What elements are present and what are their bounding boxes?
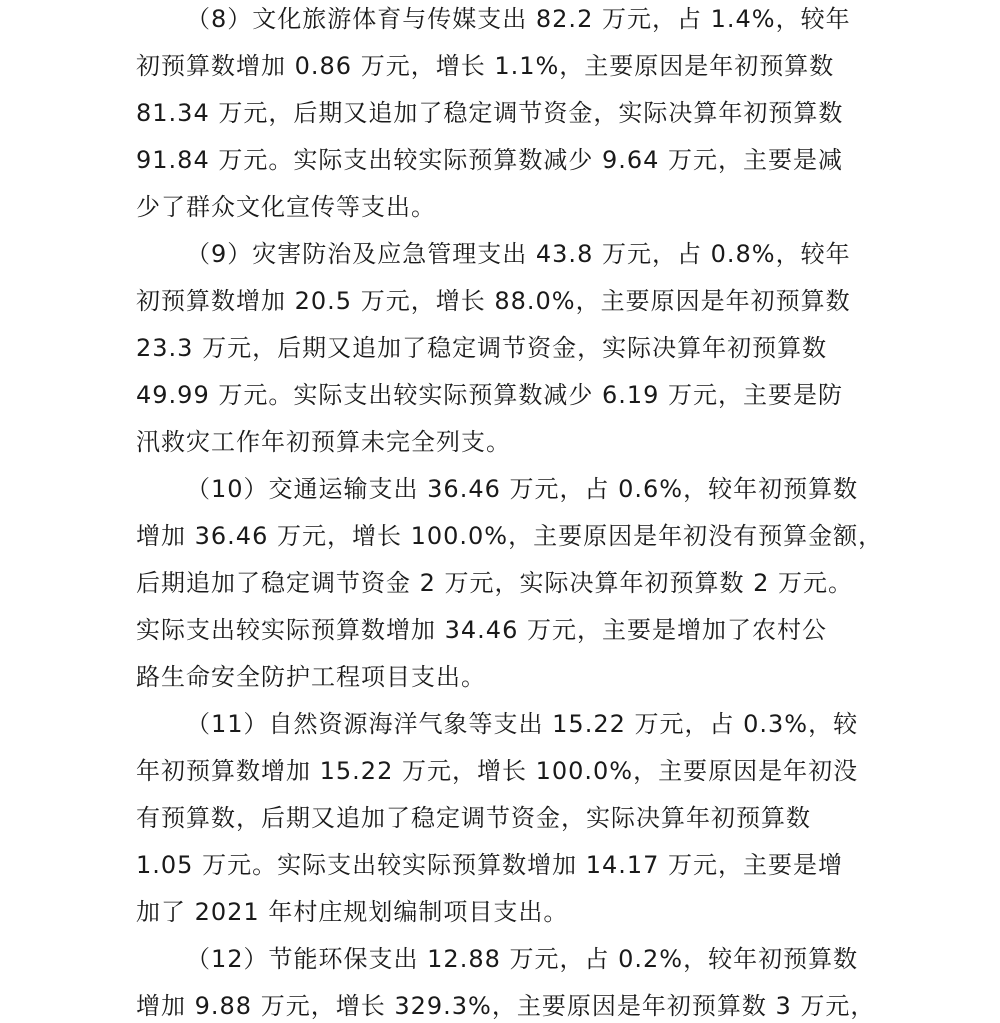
paragraph-8-line-3: 81.34 万元，后期又追加了稳定调节资金，实际决算年初预算数 — [136, 99, 844, 127]
paragraph-9-line-5: 汛救灾工作年初预算未完全列支。 — [136, 428, 511, 456]
paragraph-10-line-3: 后期追加了稳定调节资金 2 万元，实际决算年初预算数 2 万元。 — [136, 569, 854, 597]
paragraph-10-line-5: 路生命安全防护工程项目支出。 — [136, 663, 486, 691]
paragraph-11-line-5: 加了 2021 年村庄规划编制项目支出。 — [136, 898, 569, 926]
paragraph-12-line-2: 增加 9.88 万元，增长 329.3%，主要原因是年初预算数 3 万元， — [136, 992, 876, 1020]
paragraph-11-line-2: 年初预算数增加 15.22 万元，增长 100.0%，主要原因是年初没 — [136, 757, 859, 785]
paragraph-11-line-3: 有预算数，后期又追加了稳定调节资金，实际决算年初预算数 — [136, 804, 811, 832]
paragraph-9-line-3: 23.3 万元，后期又追加了稳定调节资金，实际决算年初预算数 — [136, 334, 828, 362]
paragraph-8-line-2: 初预算数增加 0.86 万元，增长 1.1%，主要原因是年初预算数 — [136, 52, 835, 80]
paragraph-9-line-1: （9）灾害防治及应急管理支出 43.8 万元，占 0.8%，较年 — [186, 240, 851, 268]
paragraph-8-line-5: 少了群众文化宣传等支出。 — [136, 193, 436, 221]
paragraph-9-line-2: 初预算数增加 20.5 万元，增长 88.0%，主要原因是年初预算数 — [136, 287, 851, 315]
paragraph-10-line-1: （10）交通运输支出 36.46 万元，占 0.6%，较年初预算数 — [186, 475, 859, 503]
paragraph-10-line-2: 增加 36.46 万元，增长 100.0%，主要原因是年初没有预算金额， — [136, 522, 884, 550]
paragraph-9-line-4: 49.99 万元。实际支出较实际预算数减少 6.19 万元，主要是防 — [136, 381, 844, 409]
paragraph-8-line-1: （8）文化旅游体育与传媒支出 82.2 万元，占 1.4%，较年 — [186, 5, 851, 33]
paragraph-8-line-4: 91.84 万元。实际支出较实际预算数减少 9.64 万元，主要是减 — [136, 146, 844, 174]
paragraph-11-line-1: （11）自然资源海洋气象等支出 15.22 万元，占 0.3%，较 — [186, 710, 859, 738]
paragraph-11-line-4: 1.05 万元。实际支出较实际预算数增加 14.17 万元，主要是增 — [136, 851, 844, 879]
paragraph-10-line-4: 实际支出较实际预算数增加 34.46 万元，主要是增加了农村公 — [136, 616, 827, 644]
paragraph-12-line-1: （12）节能环保支出 12.88 万元，占 0.2%，较年初预算数 — [186, 945, 859, 973]
